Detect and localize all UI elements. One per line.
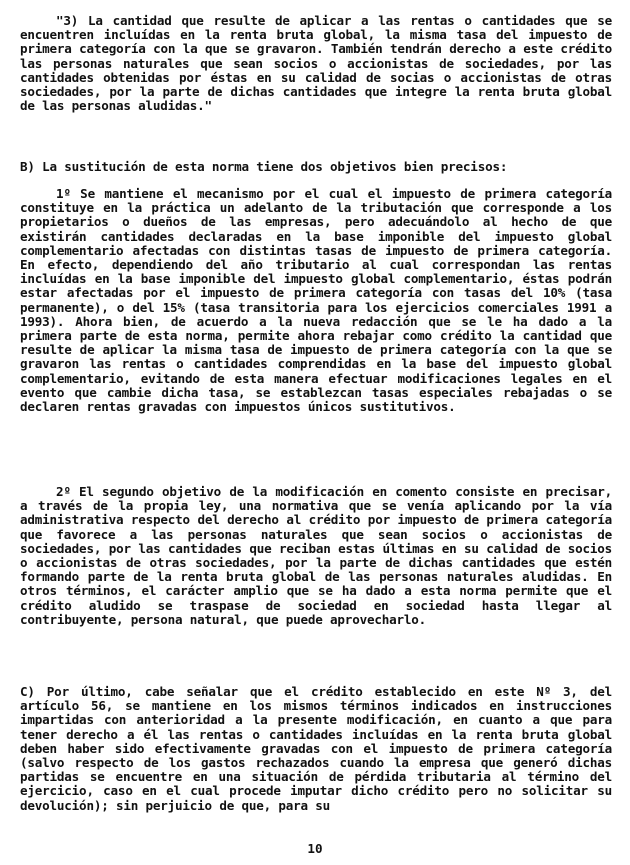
paragraph-first-objective: 1º Se mantiene el mecanismo por el cual el impuesto de primera categoría constituye en la práctica un adelanto de la tributación que corresponde a los propietarios o dueños de las empresas, pero adecuándolo al hecho de que existirán cantidades declaradas en la base imponible del impuesto global complementario afectadas con distintas tasas de impuesto de primera categoría. En efecto, dependiendo del año tributario al cual correspondan las rentas incluídas en la base imponible del impuesto global complementario, éstas podrán estar afectadas por el impuesto de primera categoría con tasas del 10% (tasa permanente), o del 15% (tasa transitoria para los ejercicios comerciales 1991 a 1993). Ahora bien, de acuerdo a la nueva redacción que se le ha dado a la primera parte de esta norma, permite ahora rebajar como crédito la cantidad que resulte de aplicar la misma tasa de impuesto de primera categoría con la que se gravaron las rentas o cantidades comprendidas en la base del impuesto global complementario, evitando de esta manera efectuar modificaciones legales en el evento que cambie dicha tasa, se establezcan tasas especiales rebajadas o se declaren rentas gravadas con impuestos únicos sustitutivos.: [20, 186, 620, 415]
paragraph-section-b-heading: B) La sustitución de esta norma tiene dos objetivos bien precisos:: [20, 159, 508, 174]
page-number: 10: [307, 841, 323, 856]
paragraph-quoted-rule: "3) La cantidad que resulte de aplicar a las rentas o cantidades que se encuentren incluídas en la renta bruta global, la misma tasa del impuesto de primera categoría con la que se gravaron. También tendrán derecho a este crédito las personas naturales que sean socios o accionistas de sociedades, por las cantidades obtenidas por éstas en su calidad de socias o accionistas de otras sociedades, por la parte de dichas cantidades que integre la renta bruta global de las personas aludidas.": [20, 13, 620, 114]
paragraph-second-objective: 2º El segundo objetivo de la modificación en comento consiste en precisar, a través de la propia ley, una normativa que se venía aplicando por la vía administrativa respecto del derecho al crédito por impuesto de primera categoría que favorece a las personas naturales que sean socios o accionistas de sociedades, por las cantidades que reciban estas últimas en su calidad de socios o accionistas de otras sociedades, por la parte de dichas cantidades que estén formando parte de la renta bruta global de las personas naturales aludidas. En otros términos, el carácter amplio que se ha dado a esta norma permite que el crédito aludido se traspase de sociedad en sociedad hasta llegar al contribuyente, persona natural, que puede aprovecharlo.: [20, 484, 620, 627]
paragraph-section-c: C) Por último, cabe señalar que el crédito establecido en este Nº 3, del artículo 56, se mantiene en los mismos términos indicados en instrucciones impartidas con anterioridad a la presente modificación, en cuanto a que para tener derecho a él las rentas o cantidades incluídas en la renta bruta global deben haber sido efectivamente gravadas con el impuesto de primera categoría (salvo respecto de los gastos rechazados cuando la empresa que generó dichas partidas se encuentre en una situación de pérdida tributaria al término del ejercicio, caso en el cual procede imputar dicho crédito pero no solicitar su devolución); sin perjuicio de que, para su: [20, 684, 620, 813]
